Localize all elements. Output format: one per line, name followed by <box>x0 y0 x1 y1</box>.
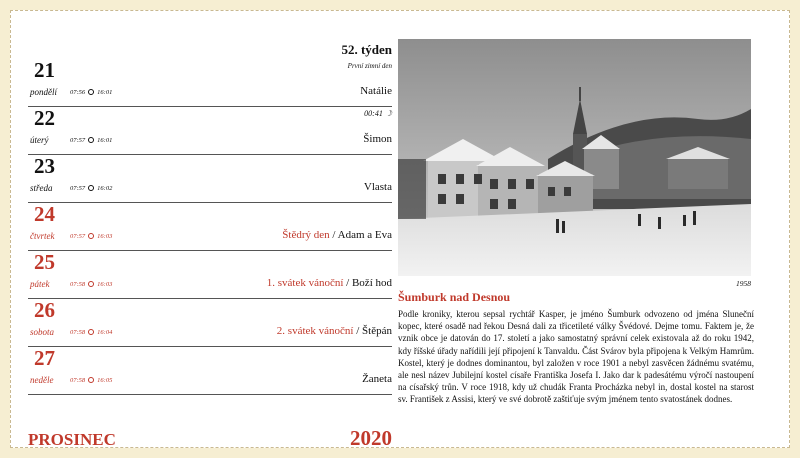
weekday: sobota <box>30 327 55 337</box>
sun-times <box>70 281 112 288</box>
sun-times <box>70 137 112 144</box>
moon-time: 00:41 <box>364 109 383 118</box>
sun-icon <box>88 233 94 239</box>
day-row <box>28 58 392 107</box>
article-body: Podle kroniky, kterou sepsal rychtář Kasper, je jméno Šumburk odvozeno od jména Sluneční kopec, které osadě nad řekou Desná dali za třicetileté války Švédové. Dejme tomu. Faktem je, že vznik obce je datován do 17. století a jako samostatný správní celek existovala až do roku 1942, kdy říšské úřady nařídili její připojení k Tanvaldu. Část Svárov byla připojena k Velkým Hamrům. Kostel, který je dodnes dominantou, byl založen v roce 1901 a nebyl zasvěcen žádnému svatému, ale nesl název Jubilejní kostel císaře Františka Josefa I. Jako dar k padesátému výročí nastoupení na císařský trůn. V roce 1918, kdy už chudák Franta Procházka nebyl in, dostal kostel na starost sv. František z Assisi, který ve své dobrotě zaštiťuje svým jménem tento svatostánek dodnes. <box>398 309 754 405</box>
sunrise-time: 07:56 <box>70 89 86 96</box>
name-day <box>267 277 392 289</box>
weekday: pondělí <box>30 87 57 97</box>
name-day <box>360 85 392 97</box>
day-row <box>28 346 392 395</box>
sunset-time: 16:03 <box>97 281 113 288</box>
sunrise-time: 07:58 <box>70 329 86 336</box>
sunrise-time: 07:58 <box>70 281 86 288</box>
weekday: středa <box>30 183 53 193</box>
name-day <box>282 229 392 241</box>
separator: / <box>346 277 350 289</box>
weekday: čtvrtek <box>30 231 55 241</box>
moon-phase-icon: ☽ <box>384 109 392 118</box>
day-row <box>28 298 392 347</box>
sunset-time: 16:04 <box>97 329 113 336</box>
day-number: 23 <box>34 154 55 178</box>
day-row <box>28 250 392 299</box>
week-calendar <box>28 36 392 450</box>
sunset-time: 16:01 <box>97 137 113 144</box>
sun-icon <box>88 377 94 383</box>
day-row <box>28 154 392 203</box>
sun-icon <box>88 281 94 287</box>
separator: / <box>332 229 336 241</box>
sun-icon <box>88 89 94 95</box>
weekday: úterý <box>30 135 49 145</box>
name-day <box>277 325 392 337</box>
sun-icon <box>88 329 94 335</box>
sun-times <box>70 89 112 96</box>
day-number: 24 <box>34 202 55 226</box>
day-row <box>28 202 392 251</box>
sun-times <box>70 377 112 384</box>
day-number: 25 <box>34 250 55 274</box>
year: 2020 <box>350 426 392 450</box>
sunrise-time: 07:57 <box>70 185 86 192</box>
name-day <box>362 373 392 385</box>
sun-icon <box>88 185 94 191</box>
sunset-time: 16:05 <box>97 377 113 384</box>
name-day <box>364 181 392 193</box>
celebrated-names: Žaneta <box>362 373 392 385</box>
sun-icon <box>88 137 94 143</box>
historic-photo <box>398 39 751 276</box>
celebrated-names: Šimon <box>363 133 392 145</box>
celebrated-names: Natálie <box>360 85 392 97</box>
separator: / <box>356 325 360 337</box>
sunrise-time: 07:57 <box>70 137 86 144</box>
day-number: 26 <box>34 298 55 322</box>
holiday-name: 2. svátek vánoční <box>276 325 354 337</box>
sunset-time: 16:03 <box>97 233 113 240</box>
week-note: První zimní den <box>347 62 392 70</box>
sunset-time: 16:02 <box>97 185 113 192</box>
sun-times <box>70 233 112 240</box>
photo-year: 1958 <box>736 279 751 288</box>
holiday-name: Štědrý den <box>282 229 330 241</box>
winter-town-photo <box>398 39 751 276</box>
celebrated-names: Štěpán <box>362 325 392 337</box>
day-number: 27 <box>34 346 55 370</box>
holiday-name: 1. svátek vánoční <box>266 277 344 289</box>
name-day <box>363 133 392 145</box>
week-number: 52. týden <box>341 42 392 57</box>
day-number: 21 <box>34 58 55 82</box>
sunrise-time: 07:57 <box>70 233 86 240</box>
sunrise-time: 07:58 <box>70 377 86 384</box>
celebrated-names: Boží hod <box>351 277 392 289</box>
sun-times <box>70 185 112 192</box>
sunset-time: 16:01 <box>97 89 113 96</box>
weekday: neděle <box>30 375 54 385</box>
article-title: Šumburk nad Desnou <box>398 290 511 304</box>
month-name: PROSINEC <box>28 430 116 449</box>
celebrated-names: Adam a Eva <box>337 229 392 241</box>
sun-times <box>70 329 112 336</box>
day-number: 22 <box>34 106 55 130</box>
weekday: pátek <box>30 279 50 289</box>
day-row <box>28 106 392 155</box>
celebrated-names: Vlasta <box>363 181 392 193</box>
